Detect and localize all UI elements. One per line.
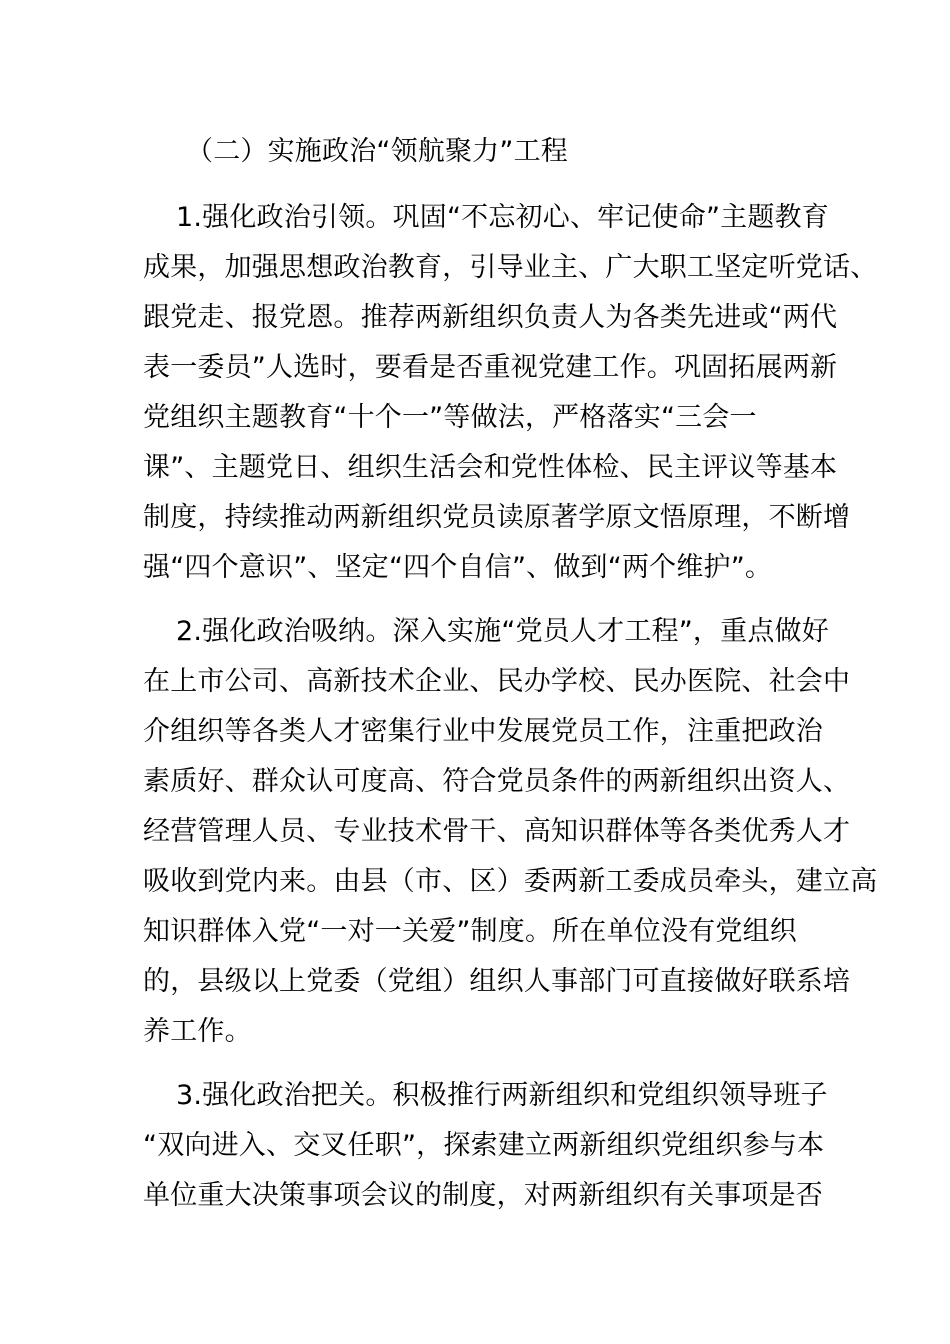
paragraph-2-line-1: 2.强化政治吸纳。深入实施“党员人才工程”，重点做好 — [176, 616, 829, 647]
paragraph-2-line-5: 经营管理人员、专业技术骨干、高知识群体等各类优秀人才 — [143, 816, 851, 847]
paragraph-2-line-7: 知识群体入党“一对一关爱”制度。所在单位没有党组织 — [143, 916, 797, 947]
paragraph-1-line-2: 成果，加强思想政治教育，引导业主、广大职工坚定听党话、 — [143, 252, 878, 283]
paragraph-1-line-8: 强“四个意识”、坚定“四个自信”、做到“两个维护”。 — [143, 552, 773, 583]
section-heading: （二）实施政治“领航聚力”工程 — [186, 136, 568, 167]
paragraph-3-line-1: 3.强化政治把关。积极推行两新组织和党组织领导班子 — [176, 1080, 828, 1111]
paragraph-2-line-8: 的，县级以上党委（党组）组织人事部门可直接做好联系培 — [143, 966, 851, 997]
paragraph-3-line-3: 单位重大决策事项会议的制度，对两新组织有关事项是否 — [143, 1180, 823, 1211]
paragraph-3-line-2: “双向进入、交叉任职”，探索建立两新组织党组织参与本 — [143, 1130, 825, 1161]
paragraph-2-line-4: 素质好、群众认可度高、符合党员条件的两新组织出资人、 — [143, 766, 851, 797]
paragraph-1-line-1: 1.强化政治引领。巩固“不忘初心、牢记使命”主题教育 — [176, 202, 829, 233]
paragraph-2-line-9: 养工作。 — [143, 1016, 252, 1047]
paragraph-2-line-2: 在上市公司、高新技术企业、民办学校、民办医院、社会中 — [143, 666, 851, 697]
paragraph-1-line-4: 表一委员”人选时，要看是否重视党建工作。巩固拓展两新 — [143, 352, 838, 383]
paragraph-2-line-3: 介组织等各类人才密集行业中发展党员工作，注重把政治 — [143, 716, 823, 747]
paragraph-1-line-5: 党组织主题教育“十个一”等做法，严格落实“三会一 — [143, 402, 757, 433]
paragraph-2-line-6: 吸收到党内来。由县（市、区）委两新工委成员牵头，建立高 — [143, 866, 878, 897]
paragraph-1-line-3: 跟党走、报党恩。推荐两新组织负责人为各类先进或“两代 — [143, 302, 838, 333]
paragraph-1-line-7: 制度，持续推动两新组织党员读原著学原文悟原理，不断增 — [143, 502, 851, 533]
paragraph-1-line-6: 课”、主题党日、组织生活会和党性体检、民主评议等基本 — [143, 452, 838, 483]
